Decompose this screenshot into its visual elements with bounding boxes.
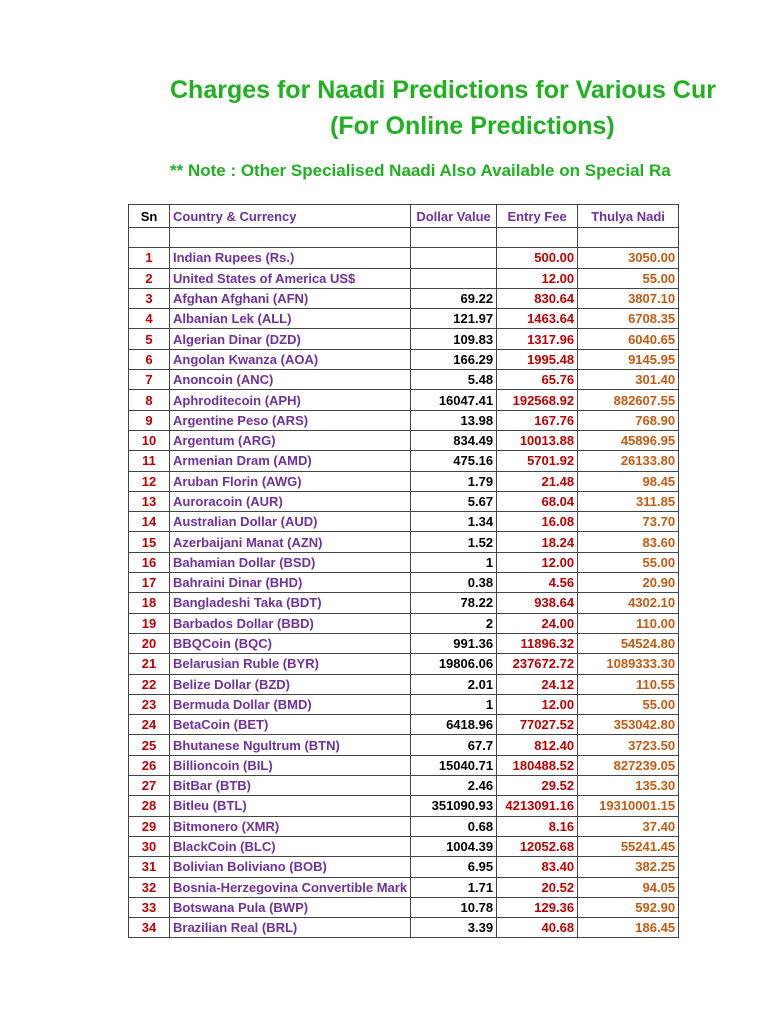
cell-thulya-nadi: 301.40	[578, 370, 679, 390]
cell-thulya-nadi: 3807.10	[578, 288, 679, 308]
cell-thulya-nadi: 353042.80	[578, 715, 679, 735]
cell-country-currency: Aphroditecoin (APH)	[170, 390, 411, 410]
cell-entry-fee: 129.36	[497, 897, 578, 917]
table-row	[129, 816, 679, 836]
cell-thulya-nadi: 26133.80	[578, 451, 679, 471]
cell-entry-fee: 500.00	[497, 248, 578, 268]
cell-thulya-nadi: 110.55	[578, 674, 679, 694]
cell-dollar-value: 0.38	[411, 573, 497, 593]
cell-thulya-nadi: 55241.45	[578, 836, 679, 856]
cell-sn: 18	[129, 593, 170, 613]
table-body	[129, 248, 679, 938]
cell-thulya-nadi: 768.90	[578, 410, 679, 430]
cell-country-currency: Belarusian Ruble (BYR)	[170, 654, 411, 674]
cell-thulya-nadi: 94.05	[578, 877, 679, 897]
cell-sn: 15	[129, 532, 170, 552]
table-row	[129, 552, 679, 572]
cell-thulya-nadi: 83.60	[578, 532, 679, 552]
cell-entry-fee: 4213091.16	[497, 796, 578, 816]
cell-country-currency: BetaCoin (BET)	[170, 715, 411, 735]
cell-dollar-value: 67.7	[411, 735, 497, 755]
table-row	[129, 694, 679, 714]
cell-sn: 13	[129, 491, 170, 511]
cell-thulya-nadi: 827239.05	[578, 755, 679, 775]
cell-dollar-value: 351090.93	[411, 796, 497, 816]
table-row	[129, 755, 679, 775]
cell-country-currency: BlackCoin (BLC)	[170, 836, 411, 856]
cell-country-currency: BitBar (BTB)	[170, 776, 411, 796]
header-thulya-nadi: Thulya Nadi	[578, 205, 679, 228]
cell-country-currency: Aruban Florin (AWG)	[170, 471, 411, 491]
spacer-cell	[411, 228, 497, 248]
cell-entry-fee: 180488.52	[497, 755, 578, 775]
cell-dollar-value: 1.34	[411, 512, 497, 532]
cell-thulya-nadi: 382.25	[578, 857, 679, 877]
table-row	[129, 897, 679, 917]
cell-dollar-value	[411, 248, 497, 268]
cell-country-currency: Indian Rupees (Rs.)	[170, 248, 411, 268]
cell-country-currency: Auroracoin (AUR)	[170, 491, 411, 511]
cell-dollar-value: 10.78	[411, 897, 497, 917]
cell-country-currency: Bangladeshi Taka (BDT)	[170, 593, 411, 613]
cell-sn: 9	[129, 410, 170, 430]
table-row	[129, 512, 679, 532]
table-row	[129, 918, 679, 938]
table-row	[129, 776, 679, 796]
cell-dollar-value: 15040.71	[411, 755, 497, 775]
spacer-cell	[170, 228, 411, 248]
table-row	[129, 877, 679, 897]
cell-thulya-nadi: 45896.95	[578, 430, 679, 450]
cell-sn: 11	[129, 451, 170, 471]
cell-thulya-nadi: 55.00	[578, 694, 679, 714]
note-text: ** Note : Other Specialised Naadi Also Available on Special Ra	[170, 161, 671, 180]
cell-sn: 27	[129, 776, 170, 796]
cell-sn: 14	[129, 512, 170, 532]
cell-dollar-value: 16047.41	[411, 390, 497, 410]
cell-country-currency: Albanian Lek (ALL)	[170, 309, 411, 329]
cell-entry-fee: 11896.32	[497, 633, 578, 653]
cell-sn: 6	[129, 349, 170, 369]
cell-entry-fee: 1463.64	[497, 309, 578, 329]
cell-entry-fee: 1317.96	[497, 329, 578, 349]
cell-sn: 16	[129, 552, 170, 572]
table-row	[129, 674, 679, 694]
cell-entry-fee: 830.64	[497, 288, 578, 308]
page-subtitle: (For Online Predictions)	[330, 112, 615, 140]
cell-dollar-value: 6418.96	[411, 715, 497, 735]
cell-dollar-value: 2.46	[411, 776, 497, 796]
cell-entry-fee: 192568.92	[497, 390, 578, 410]
cell-country-currency: Bhutanese Ngultrum (BTN)	[170, 735, 411, 755]
cell-entry-fee: 12.00	[497, 268, 578, 288]
cell-entry-fee: 12.00	[497, 694, 578, 714]
table-row	[129, 735, 679, 755]
table-header-row	[129, 205, 679, 228]
cell-entry-fee: 20.52	[497, 877, 578, 897]
table-row	[129, 430, 679, 450]
cell-country-currency: United States of America US$	[170, 268, 411, 288]
cell-dollar-value: 991.36	[411, 633, 497, 653]
cell-sn: 23	[129, 694, 170, 714]
cell-entry-fee: 16.08	[497, 512, 578, 532]
cell-sn: 32	[129, 877, 170, 897]
table-row	[129, 715, 679, 735]
cell-country-currency: Bitleu (BTL)	[170, 796, 411, 816]
cell-entry-fee: 8.16	[497, 816, 578, 836]
cell-sn: 4	[129, 309, 170, 329]
cell-country-currency: Algerian Dinar (DZD)	[170, 329, 411, 349]
cell-country-currency: Afghan Afghani (AFN)	[170, 288, 411, 308]
cell-sn: 7	[129, 370, 170, 390]
cell-entry-fee: 29.52	[497, 776, 578, 796]
cell-country-currency: Botswana Pula (BWP)	[170, 897, 411, 917]
cell-sn: 22	[129, 674, 170, 694]
cell-dollar-value: 475.16	[411, 451, 497, 471]
cell-thulya-nadi: 3050.00	[578, 248, 679, 268]
cell-thulya-nadi: 135.30	[578, 776, 679, 796]
cell-dollar-value: 121.97	[411, 309, 497, 329]
cell-sn: 8	[129, 390, 170, 410]
table-row	[129, 633, 679, 653]
cell-thulya-nadi: 1089333.30	[578, 654, 679, 674]
cell-country-currency: Australian Dollar (AUD)	[170, 512, 411, 532]
table-row	[129, 410, 679, 430]
table-row	[129, 390, 679, 410]
cell-thulya-nadi: 19310001.15	[578, 796, 679, 816]
header-country-currency: Country & Currency	[170, 205, 411, 228]
cell-entry-fee: 10013.88	[497, 430, 578, 450]
cell-sn: 24	[129, 715, 170, 735]
header-entry-fee: Entry Fee	[497, 205, 578, 228]
cell-thulya-nadi: 110.00	[578, 613, 679, 633]
cell-thulya-nadi: 9145.95	[578, 349, 679, 369]
cell-country-currency: Brazilian Real (BRL)	[170, 918, 411, 938]
cell-dollar-value: 6.95	[411, 857, 497, 877]
cell-country-currency: Argentum (ARG)	[170, 430, 411, 450]
table-row	[129, 349, 679, 369]
table-row	[129, 857, 679, 877]
cell-dollar-value: 1.79	[411, 471, 497, 491]
cell-dollar-value: 166.29	[411, 349, 497, 369]
cell-sn: 12	[129, 471, 170, 491]
table-row	[129, 654, 679, 674]
cell-dollar-value: 13.98	[411, 410, 497, 430]
cell-entry-fee: 24.00	[497, 613, 578, 633]
table-row	[129, 248, 679, 268]
table-row	[129, 288, 679, 308]
cell-sn: 31	[129, 857, 170, 877]
cell-thulya-nadi: 4302.10	[578, 593, 679, 613]
cell-country-currency: Bolivian Boliviano (BOB)	[170, 857, 411, 877]
cell-country-currency: Argentine Peso (ARS)	[170, 410, 411, 430]
cell-thulya-nadi: 6708.35	[578, 309, 679, 329]
cell-sn: 34	[129, 918, 170, 938]
cell-entry-fee: 5701.92	[497, 451, 578, 471]
cell-country-currency: Bosnia-Herzegovina Convertible Mark	[170, 877, 411, 897]
table-row	[129, 593, 679, 613]
spacer-cell	[578, 228, 679, 248]
cell-country-currency: Bermuda Dollar (BMD)	[170, 694, 411, 714]
cell-sn: 29	[129, 816, 170, 836]
cell-country-currency: Billioncoin (BIL)	[170, 755, 411, 775]
cell-dollar-value: 1.71	[411, 877, 497, 897]
cell-thulya-nadi: 73.70	[578, 512, 679, 532]
cell-sn: 5	[129, 329, 170, 349]
cell-thulya-nadi: 592.90	[578, 897, 679, 917]
cell-entry-fee: 812.40	[497, 735, 578, 755]
table-row	[129, 796, 679, 816]
header-sn: Sn	[129, 205, 170, 228]
cell-country-currency: BBQCoin (BQC)	[170, 633, 411, 653]
table-row	[129, 471, 679, 491]
cell-country-currency: Bitmonero (XMR)	[170, 816, 411, 836]
cell-thulya-nadi: 37.40	[578, 816, 679, 836]
table-row	[129, 836, 679, 856]
cell-entry-fee: 77027.52	[497, 715, 578, 735]
cell-dollar-value: 2.01	[411, 674, 497, 694]
cell-thulya-nadi: 20.90	[578, 573, 679, 593]
cell-dollar-value	[411, 268, 497, 288]
cell-entry-fee: 83.40	[497, 857, 578, 877]
cell-dollar-value: 5.48	[411, 370, 497, 390]
cell-entry-fee: 4.56	[497, 573, 578, 593]
cell-country-currency: Bahamian Dollar (BSD)	[170, 552, 411, 572]
cell-dollar-value: 1	[411, 552, 497, 572]
cell-entry-fee: 65.76	[497, 370, 578, 390]
cell-dollar-value: 5.67	[411, 491, 497, 511]
cell-sn: 28	[129, 796, 170, 816]
cell-country-currency: Azerbaijani Manat (AZN)	[170, 532, 411, 552]
cell-entry-fee: 12052.68	[497, 836, 578, 856]
cell-sn: 2	[129, 268, 170, 288]
cell-sn: 25	[129, 735, 170, 755]
cell-entry-fee: 21.48	[497, 471, 578, 491]
cell-thulya-nadi: 882607.55	[578, 390, 679, 410]
cell-thulya-nadi: 186.45	[578, 918, 679, 938]
cell-sn: 17	[129, 573, 170, 593]
cell-dollar-value: 78.22	[411, 593, 497, 613]
cell-thulya-nadi: 55.00	[578, 268, 679, 288]
cell-sn: 1	[129, 248, 170, 268]
cell-entry-fee: 938.64	[497, 593, 578, 613]
table-row	[129, 532, 679, 552]
cell-entry-fee: 1995.48	[497, 349, 578, 369]
cell-country-currency: Armenian Dram (AMD)	[170, 451, 411, 471]
cell-dollar-value: 69.22	[411, 288, 497, 308]
table-row	[129, 451, 679, 471]
cell-entry-fee: 24.12	[497, 674, 578, 694]
cell-dollar-value: 19806.06	[411, 654, 497, 674]
table-spacer-row	[129, 228, 679, 248]
cell-thulya-nadi: 6040.65	[578, 329, 679, 349]
cell-country-currency: Barbados Dollar (BBD)	[170, 613, 411, 633]
spacer-cell	[497, 228, 578, 248]
cell-sn: 30	[129, 836, 170, 856]
cell-thulya-nadi: 3723.50	[578, 735, 679, 755]
cell-dollar-value: 109.83	[411, 329, 497, 349]
cell-country-currency: Bahraini Dinar (BHD)	[170, 573, 411, 593]
cell-thulya-nadi: 98.45	[578, 471, 679, 491]
header-dollar-value: Dollar Value	[411, 205, 497, 228]
cell-thulya-nadi: 54524.80	[578, 633, 679, 653]
cell-entry-fee: 167.76	[497, 410, 578, 430]
cell-sn: 21	[129, 654, 170, 674]
cell-country-currency: Angolan Kwanza (AOA)	[170, 349, 411, 369]
table-row	[129, 573, 679, 593]
cell-dollar-value: 1.52	[411, 532, 497, 552]
cell-entry-fee: 40.68	[497, 918, 578, 938]
cell-country-currency: Anoncoin (ANC)	[170, 370, 411, 390]
cell-dollar-value: 1	[411, 694, 497, 714]
cell-sn: 20	[129, 633, 170, 653]
cell-dollar-value: 0.68	[411, 816, 497, 836]
cell-sn: 3	[129, 288, 170, 308]
table-row	[129, 329, 679, 349]
cell-entry-fee: 68.04	[497, 491, 578, 511]
cell-entry-fee: 18.24	[497, 532, 578, 552]
cell-sn: 33	[129, 897, 170, 917]
cell-sn: 19	[129, 613, 170, 633]
cell-sn: 26	[129, 755, 170, 775]
currency-charges-table	[128, 204, 679, 938]
cell-dollar-value: 3.39	[411, 918, 497, 938]
cell-dollar-value: 2	[411, 613, 497, 633]
cell-sn: 10	[129, 430, 170, 450]
cell-thulya-nadi: 55.00	[578, 552, 679, 572]
cell-entry-fee: 237672.72	[497, 654, 578, 674]
cell-dollar-value: 1004.39	[411, 836, 497, 856]
spacer-cell	[129, 228, 170, 248]
cell-dollar-value: 834.49	[411, 430, 497, 450]
page-title: Charges for Naadi Predictions for Various Cur	[170, 76, 716, 104]
cell-thulya-nadi: 311.85	[578, 491, 679, 511]
table-row	[129, 268, 679, 288]
cell-entry-fee: 12.00	[497, 552, 578, 572]
table-row	[129, 370, 679, 390]
cell-country-currency: Belize Dollar (BZD)	[170, 674, 411, 694]
table-row	[129, 613, 679, 633]
table-row	[129, 491, 679, 511]
table-row	[129, 309, 679, 329]
